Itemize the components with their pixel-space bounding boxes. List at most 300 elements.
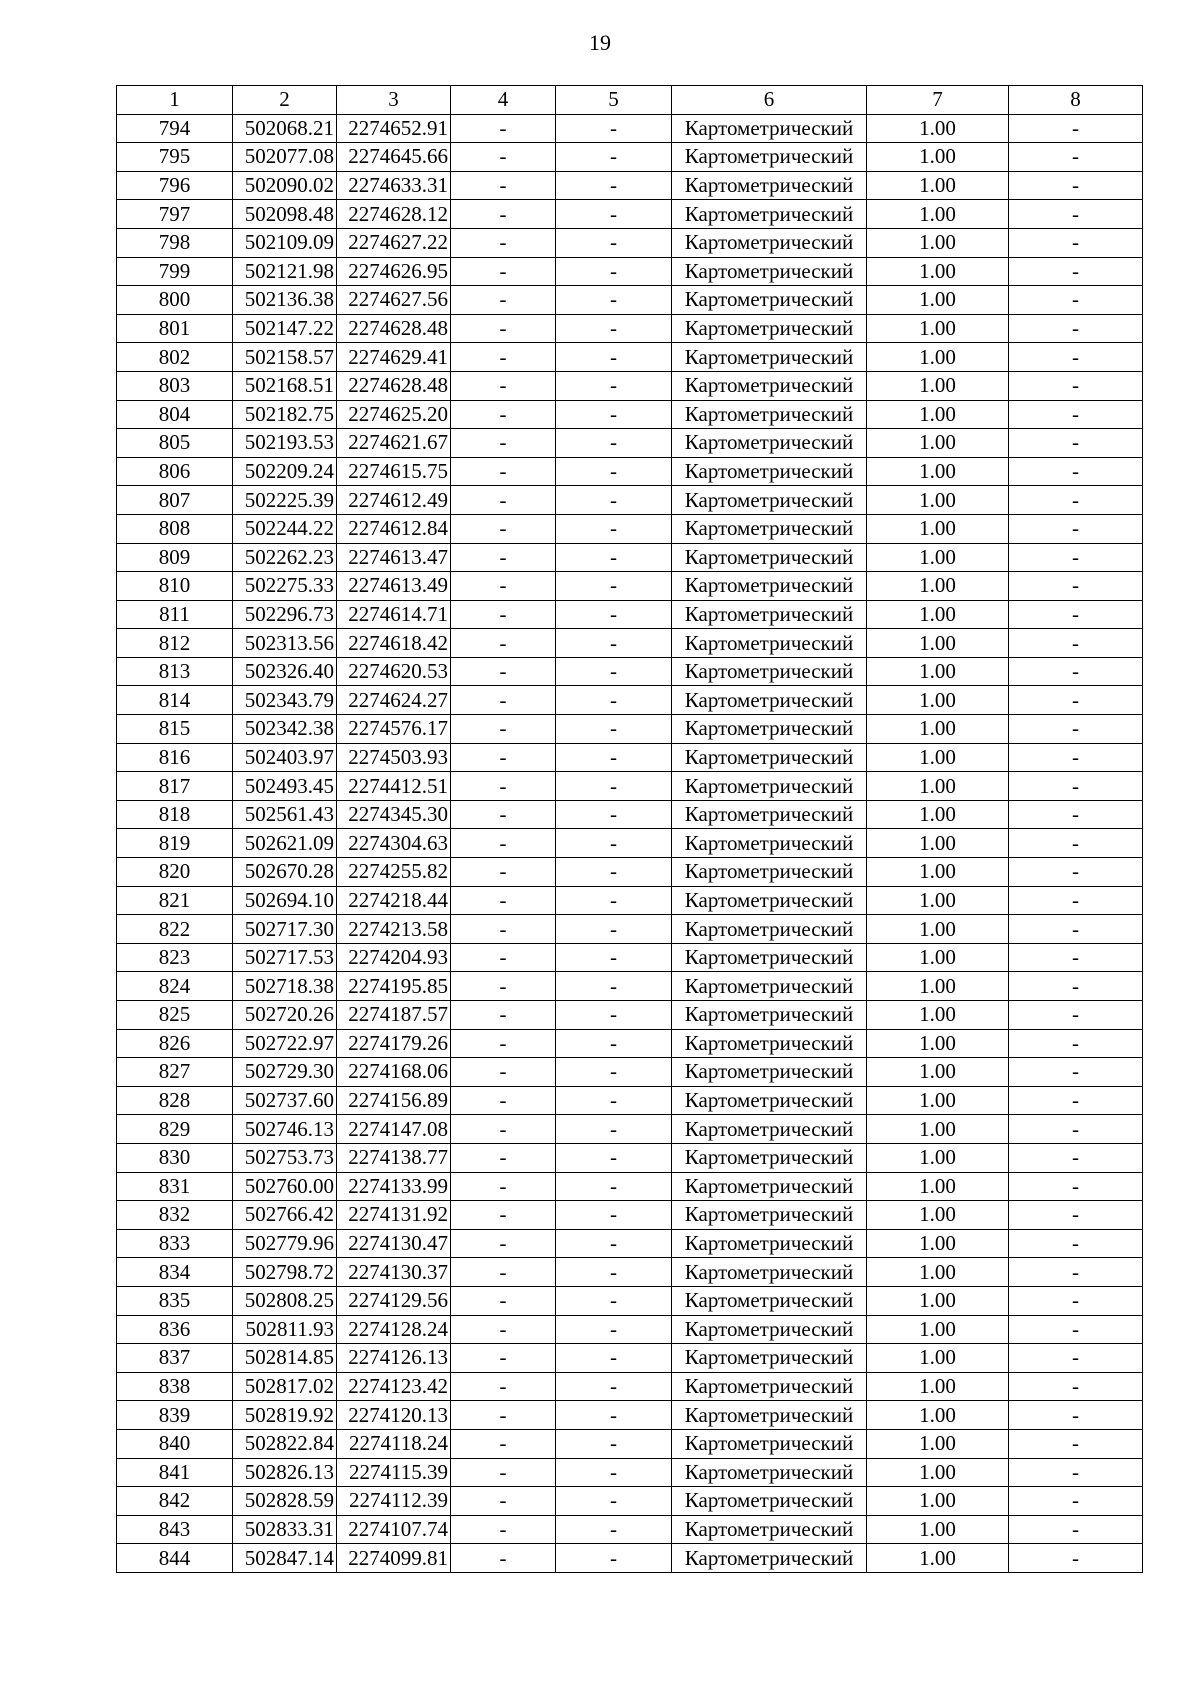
table-row <box>117 858 1143 887</box>
coord-y-cell: 2274138.77 <box>337 1143 451 1172</box>
col-4-value-cell: - <box>451 943 556 972</box>
column-header: 5 <box>556 86 672 115</box>
col-5-value-cell: - <box>556 429 672 458</box>
coord-x-cell: 502158.57 <box>233 343 337 372</box>
col-4-value-cell: - <box>451 257 556 286</box>
coord-y-cell: 2274613.49 <box>337 572 451 601</box>
method-cell: Картометрический <box>672 1372 867 1401</box>
col-8-value-cell: - <box>1009 1086 1143 1115</box>
coord-x-cell: 502717.30 <box>233 915 337 944</box>
method-cell: Картометрический <box>672 1487 867 1516</box>
coord-x-cell: 502209.24 <box>233 457 337 486</box>
coord-y-cell: 2274625.20 <box>337 400 451 429</box>
column-header: 1 <box>117 86 233 115</box>
col-8-value-cell: - <box>1009 1315 1143 1344</box>
coord-y-cell: 2274107.74 <box>337 1515 451 1544</box>
col-5-value-cell: - <box>556 1429 672 1458</box>
col-4-value-cell: - <box>451 600 556 629</box>
method-cell: Картометрический <box>672 1286 867 1315</box>
method-cell: Картометрический <box>672 343 867 372</box>
table-row <box>117 1286 1143 1315</box>
point-number-cell: 811 <box>117 600 233 629</box>
method-cell: Картометрический <box>672 1115 867 1144</box>
coord-y-cell: 2274345.30 <box>337 800 451 829</box>
table-row <box>117 1401 1143 1430</box>
coord-y-cell: 2274187.57 <box>337 1001 451 1030</box>
col-8-value-cell: - <box>1009 1487 1143 1516</box>
point-number-cell: 800 <box>117 286 233 315</box>
table-row <box>117 286 1143 315</box>
col-4-value-cell: - <box>451 1401 556 1430</box>
precision-cell: 1.00 <box>867 1001 1009 1030</box>
precision-cell: 1.00 <box>867 114 1009 143</box>
precision-cell: 1.00 <box>867 1401 1009 1430</box>
coord-x-cell: 502826.13 <box>233 1458 337 1487</box>
table-row <box>117 343 1143 372</box>
col-5-value-cell: - <box>556 1458 672 1487</box>
precision-cell: 1.00 <box>867 772 1009 801</box>
col-4-value-cell: - <box>451 1515 556 1544</box>
col-5-value-cell: - <box>556 1315 672 1344</box>
col-5-value-cell: - <box>556 1487 672 1516</box>
point-number-cell: 840 <box>117 1429 233 1458</box>
point-number-cell: 831 <box>117 1172 233 1201</box>
table-row <box>117 715 1143 744</box>
col-4-value-cell: - <box>451 1458 556 1487</box>
col-4-value-cell: - <box>451 114 556 143</box>
coord-x-cell: 502746.13 <box>233 1115 337 1144</box>
table-row <box>117 915 1143 944</box>
coord-y-cell: 2274115.39 <box>337 1458 451 1487</box>
coord-x-cell: 502808.25 <box>233 1286 337 1315</box>
point-number-cell: 818 <box>117 800 233 829</box>
point-number-cell: 842 <box>117 1487 233 1516</box>
point-number-cell: 826 <box>117 1029 233 1058</box>
col-8-value-cell: - <box>1009 228 1143 257</box>
method-cell: Картометрический <box>672 314 867 343</box>
col-4-value-cell: - <box>451 858 556 887</box>
coord-x-cell: 502729.30 <box>233 1058 337 1087</box>
col-4-value-cell: - <box>451 200 556 229</box>
table-row <box>117 1315 1143 1344</box>
precision-cell: 1.00 <box>867 343 1009 372</box>
point-number-cell: 796 <box>117 171 233 200</box>
coord-y-cell: 2274612.84 <box>337 514 451 543</box>
point-number-cell: 825 <box>117 1001 233 1030</box>
point-number-cell: 795 <box>117 143 233 172</box>
precision-cell: 1.00 <box>867 171 1009 200</box>
col-5-value-cell: - <box>556 228 672 257</box>
method-cell: Картометрический <box>672 686 867 715</box>
column-header: 2 <box>233 86 337 115</box>
method-cell: Картометрический <box>672 943 867 972</box>
method-cell: Картометрический <box>672 1172 867 1201</box>
col-5-value-cell: - <box>556 286 672 315</box>
precision-cell: 1.00 <box>867 686 1009 715</box>
col-4-value-cell: - <box>451 543 556 572</box>
col-5-value-cell: - <box>556 400 672 429</box>
coord-y-cell: 2274218.44 <box>337 886 451 915</box>
method-cell: Картометрический <box>672 1201 867 1230</box>
coord-x-cell: 502828.59 <box>233 1487 337 1516</box>
coord-y-cell: 2274112.39 <box>337 1487 451 1516</box>
point-number-cell: 814 <box>117 686 233 715</box>
col-8-value-cell: - <box>1009 257 1143 286</box>
point-number-cell: 844 <box>117 1544 233 1573</box>
coord-x-cell: 502262.23 <box>233 543 337 572</box>
table-row <box>117 1143 1143 1172</box>
col-5-value-cell: - <box>556 1058 672 1087</box>
method-cell: Картометрический <box>672 1086 867 1115</box>
coord-y-cell: 2274179.26 <box>337 1029 451 1058</box>
method-cell: Картометрический <box>672 514 867 543</box>
coord-y-cell: 2274304.63 <box>337 829 451 858</box>
point-number-cell: 833 <box>117 1229 233 1258</box>
point-number-cell: 819 <box>117 829 233 858</box>
coord-x-cell: 502168.51 <box>233 371 337 400</box>
point-number-cell: 806 <box>117 457 233 486</box>
col-8-value-cell: - <box>1009 600 1143 629</box>
col-4-value-cell: - <box>451 1258 556 1287</box>
method-cell: Картометрический <box>672 1315 867 1344</box>
method-cell: Картометрический <box>672 800 867 829</box>
precision-cell: 1.00 <box>867 1229 1009 1258</box>
col-4-value-cell: - <box>451 1029 556 1058</box>
coord-y-cell: 2274130.47 <box>337 1229 451 1258</box>
point-number-cell: 838 <box>117 1372 233 1401</box>
coord-x-cell: 502833.31 <box>233 1515 337 1544</box>
table-row <box>117 257 1143 286</box>
coord-y-cell: 2274503.93 <box>337 743 451 772</box>
coord-x-cell: 502753.73 <box>233 1143 337 1172</box>
table-row <box>117 572 1143 601</box>
col-5-value-cell: - <box>556 1172 672 1201</box>
col-5-value-cell: - <box>556 1258 672 1287</box>
method-cell: Картометрический <box>672 1229 867 1258</box>
coord-x-cell: 502098.48 <box>233 200 337 229</box>
page-number: 19 <box>589 30 611 55</box>
coordinates-table <box>116 85 1143 1573</box>
coord-y-cell: 2274126.13 <box>337 1344 451 1373</box>
col-5-value-cell: - <box>556 800 672 829</box>
col-4-value-cell: - <box>451 143 556 172</box>
col-8-value-cell: - <box>1009 686 1143 715</box>
precision-cell: 1.00 <box>867 486 1009 515</box>
method-cell: Картометрический <box>672 886 867 915</box>
column-header: 6 <box>672 86 867 115</box>
method-cell: Картометрический <box>672 1058 867 1087</box>
col-8-value-cell: - <box>1009 371 1143 400</box>
col-4-value-cell: - <box>451 371 556 400</box>
coord-x-cell: 502798.72 <box>233 1258 337 1287</box>
col-4-value-cell: - <box>451 314 556 343</box>
col-8-value-cell: - <box>1009 1029 1143 1058</box>
method-cell: Картометрический <box>672 371 867 400</box>
col-4-value-cell: - <box>451 514 556 543</box>
col-4-value-cell: - <box>451 1315 556 1344</box>
col-5-value-cell: - <box>556 1086 672 1115</box>
column-header: 8 <box>1009 86 1143 115</box>
col-5-value-cell: - <box>556 572 672 601</box>
point-number-cell: 817 <box>117 772 233 801</box>
table-row <box>117 1258 1143 1287</box>
coord-x-cell: 502147.22 <box>233 314 337 343</box>
col-5-value-cell: - <box>556 600 672 629</box>
col-8-value-cell: - <box>1009 1372 1143 1401</box>
point-number-cell: 835 <box>117 1286 233 1315</box>
coord-y-cell: 2274627.56 <box>337 286 451 315</box>
col-8-value-cell: - <box>1009 829 1143 858</box>
method-cell: Картометрический <box>672 171 867 200</box>
point-number-cell: 829 <box>117 1115 233 1144</box>
table-body <box>117 86 1143 1573</box>
col-8-value-cell: - <box>1009 343 1143 372</box>
coord-x-cell: 502121.98 <box>233 257 337 286</box>
coord-y-cell: 2274133.99 <box>337 1172 451 1201</box>
coord-x-cell: 502193.53 <box>233 429 337 458</box>
coord-x-cell: 502109.09 <box>233 228 337 257</box>
col-5-value-cell: - <box>556 1115 672 1144</box>
table-row <box>117 1058 1143 1087</box>
coord-x-cell: 502326.40 <box>233 657 337 686</box>
col-8-value-cell: - <box>1009 400 1143 429</box>
col-5-value-cell: - <box>556 200 672 229</box>
precision-cell: 1.00 <box>867 1487 1009 1516</box>
coord-x-cell: 502819.92 <box>233 1401 337 1430</box>
coord-x-cell: 502720.26 <box>233 1001 337 1030</box>
col-8-value-cell: - <box>1009 1201 1143 1230</box>
method-cell: Картометрический <box>672 600 867 629</box>
method-cell: Картометрический <box>672 1001 867 1030</box>
precision-cell: 1.00 <box>867 572 1009 601</box>
precision-cell: 1.00 <box>867 457 1009 486</box>
col-5-value-cell: - <box>556 1286 672 1315</box>
coord-y-cell: 2274652.91 <box>337 114 451 143</box>
table-row <box>117 800 1143 829</box>
method-cell: Картометрический <box>672 915 867 944</box>
point-number-cell: 802 <box>117 343 233 372</box>
coord-y-cell: 2274628.12 <box>337 200 451 229</box>
point-number-cell: 834 <box>117 1258 233 1287</box>
coord-y-cell: 2274168.06 <box>337 1058 451 1087</box>
col-8-value-cell: - <box>1009 943 1143 972</box>
col-4-value-cell: - <box>451 972 556 1001</box>
coord-y-cell: 2274626.95 <box>337 257 451 286</box>
col-4-value-cell: - <box>451 1201 556 1230</box>
coord-x-cell: 502722.97 <box>233 1029 337 1058</box>
coord-x-cell: 502847.14 <box>233 1544 337 1573</box>
precision-cell: 1.00 <box>867 858 1009 887</box>
table-row <box>117 1544 1143 1573</box>
precision-cell: 1.00 <box>867 715 1009 744</box>
coord-x-cell: 502225.39 <box>233 486 337 515</box>
precision-cell: 1.00 <box>867 1344 1009 1373</box>
col-4-value-cell: - <box>451 1115 556 1144</box>
point-number-cell: 823 <box>117 943 233 972</box>
point-number-cell: 827 <box>117 1058 233 1087</box>
table-row <box>117 1201 1143 1230</box>
col-8-value-cell: - <box>1009 429 1143 458</box>
col-5-value-cell: - <box>556 686 672 715</box>
col-5-value-cell: - <box>556 514 672 543</box>
col-8-value-cell: - <box>1009 629 1143 658</box>
col-4-value-cell: - <box>451 286 556 315</box>
table-row <box>117 657 1143 686</box>
point-number-cell: 813 <box>117 657 233 686</box>
col-4-value-cell: - <box>451 886 556 915</box>
precision-cell: 1.00 <box>867 1029 1009 1058</box>
col-4-value-cell: - <box>451 1372 556 1401</box>
table-row <box>117 1487 1143 1516</box>
col-4-value-cell: - <box>451 1001 556 1030</box>
col-5-value-cell: - <box>556 1544 672 1573</box>
table-row <box>117 314 1143 343</box>
point-number-cell: 822 <box>117 915 233 944</box>
precision-cell: 1.00 <box>867 1429 1009 1458</box>
table-row <box>117 228 1143 257</box>
coord-y-cell: 2274628.48 <box>337 314 451 343</box>
method-cell: Картометрический <box>672 572 867 601</box>
col-4-value-cell: - <box>451 1344 556 1373</box>
coord-x-cell: 502244.22 <box>233 514 337 543</box>
coord-x-cell: 502403.97 <box>233 743 337 772</box>
col-5-value-cell: - <box>556 114 672 143</box>
table-row <box>117 429 1143 458</box>
method-cell: Картометрический <box>672 1258 867 1287</box>
col-8-value-cell: - <box>1009 772 1143 801</box>
col-5-value-cell: - <box>556 1201 672 1230</box>
col-5-value-cell: - <box>556 486 672 515</box>
coord-x-cell: 502737.60 <box>233 1086 337 1115</box>
table-row <box>117 371 1143 400</box>
coord-y-cell: 2274618.42 <box>337 629 451 658</box>
precision-cell: 1.00 <box>867 514 1009 543</box>
col-8-value-cell: - <box>1009 886 1143 915</box>
col-5-value-cell: - <box>556 371 672 400</box>
coord-y-cell: 2274624.27 <box>337 686 451 715</box>
method-cell: Картометрический <box>672 486 867 515</box>
table-row <box>117 171 1143 200</box>
col-8-value-cell: - <box>1009 743 1143 772</box>
col-5-value-cell: - <box>556 1143 672 1172</box>
col-5-value-cell: - <box>556 1401 672 1430</box>
col-5-value-cell: - <box>556 915 672 944</box>
method-cell: Картометрический <box>672 228 867 257</box>
method-cell: Картометрический <box>672 200 867 229</box>
coord-y-cell: 2274099.81 <box>337 1544 451 1573</box>
method-cell: Картометрический <box>672 143 867 172</box>
point-number-cell: 816 <box>117 743 233 772</box>
col-5-value-cell: - <box>556 457 672 486</box>
precision-cell: 1.00 <box>867 1458 1009 1487</box>
table-row <box>117 829 1143 858</box>
method-cell: Картометрический <box>672 1544 867 1573</box>
col-5-value-cell: - <box>556 143 672 172</box>
coord-x-cell: 502090.02 <box>233 171 337 200</box>
method-cell: Картометрический <box>672 429 867 458</box>
col-8-value-cell: - <box>1009 171 1143 200</box>
col-8-value-cell: - <box>1009 715 1143 744</box>
point-number-cell: 839 <box>117 1401 233 1430</box>
col-8-value-cell: - <box>1009 486 1143 515</box>
col-8-value-cell: - <box>1009 1286 1143 1315</box>
table-row <box>117 600 1143 629</box>
col-4-value-cell: - <box>451 429 556 458</box>
coord-y-cell: 2274621.67 <box>337 429 451 458</box>
coord-x-cell: 502760.00 <box>233 1172 337 1201</box>
coord-y-cell: 2274123.42 <box>337 1372 451 1401</box>
col-5-value-cell: - <box>556 257 672 286</box>
col-5-value-cell: - <box>556 1515 672 1544</box>
col-4-value-cell: - <box>451 486 556 515</box>
table-row <box>117 1515 1143 1544</box>
precision-cell: 1.00 <box>867 1258 1009 1287</box>
col-8-value-cell: - <box>1009 858 1143 887</box>
table-row <box>117 114 1143 143</box>
point-number-cell: 808 <box>117 514 233 543</box>
point-number-cell: 836 <box>117 1315 233 1344</box>
precision-cell: 1.00 <box>867 200 1009 229</box>
method-cell: Картометрический <box>672 286 867 315</box>
table-row <box>117 1086 1143 1115</box>
col-8-value-cell: - <box>1009 1458 1143 1487</box>
col-8-value-cell: - <box>1009 1401 1143 1430</box>
col-4-value-cell: - <box>451 1172 556 1201</box>
coord-y-cell: 2274129.56 <box>337 1286 451 1315</box>
precision-cell: 1.00 <box>867 543 1009 572</box>
precision-cell: 1.00 <box>867 314 1009 343</box>
table-row <box>117 1458 1143 1487</box>
point-number-cell: 841 <box>117 1458 233 1487</box>
precision-cell: 1.00 <box>867 800 1009 829</box>
coord-x-cell: 502694.10 <box>233 886 337 915</box>
point-number-cell: 821 <box>117 886 233 915</box>
table-row <box>117 143 1143 172</box>
coord-y-cell: 2274412.51 <box>337 772 451 801</box>
col-8-value-cell: - <box>1009 1143 1143 1172</box>
col-5-value-cell: - <box>556 829 672 858</box>
point-number-cell: 799 <box>117 257 233 286</box>
col-5-value-cell: - <box>556 858 672 887</box>
precision-cell: 1.00 <box>867 1201 1009 1230</box>
coord-y-cell: 2274120.13 <box>337 1401 451 1430</box>
col-4-value-cell: - <box>451 1286 556 1315</box>
coord-y-cell: 2274213.58 <box>337 915 451 944</box>
precision-cell: 1.00 <box>867 1172 1009 1201</box>
point-number-cell: 832 <box>117 1201 233 1230</box>
method-cell: Картометрический <box>672 858 867 887</box>
coord-y-cell: 2274628.48 <box>337 371 451 400</box>
col-4-value-cell: - <box>451 772 556 801</box>
precision-cell: 1.00 <box>867 1058 1009 1087</box>
col-4-value-cell: - <box>451 572 556 601</box>
table-header-row <box>117 86 1143 115</box>
col-4-value-cell: - <box>451 1429 556 1458</box>
precision-cell: 1.00 <box>867 429 1009 458</box>
col-4-value-cell: - <box>451 657 556 686</box>
table-row <box>117 686 1143 715</box>
coord-x-cell: 502313.56 <box>233 629 337 658</box>
table-row <box>117 514 1143 543</box>
precision-cell: 1.00 <box>867 743 1009 772</box>
col-4-value-cell: - <box>451 228 556 257</box>
point-number-cell: 828 <box>117 1086 233 1115</box>
col-4-value-cell: - <box>451 1229 556 1258</box>
col-5-value-cell: - <box>556 943 672 972</box>
point-number-cell: 824 <box>117 972 233 1001</box>
precision-cell: 1.00 <box>867 1115 1009 1144</box>
coord-y-cell: 2274118.24 <box>337 1429 451 1458</box>
